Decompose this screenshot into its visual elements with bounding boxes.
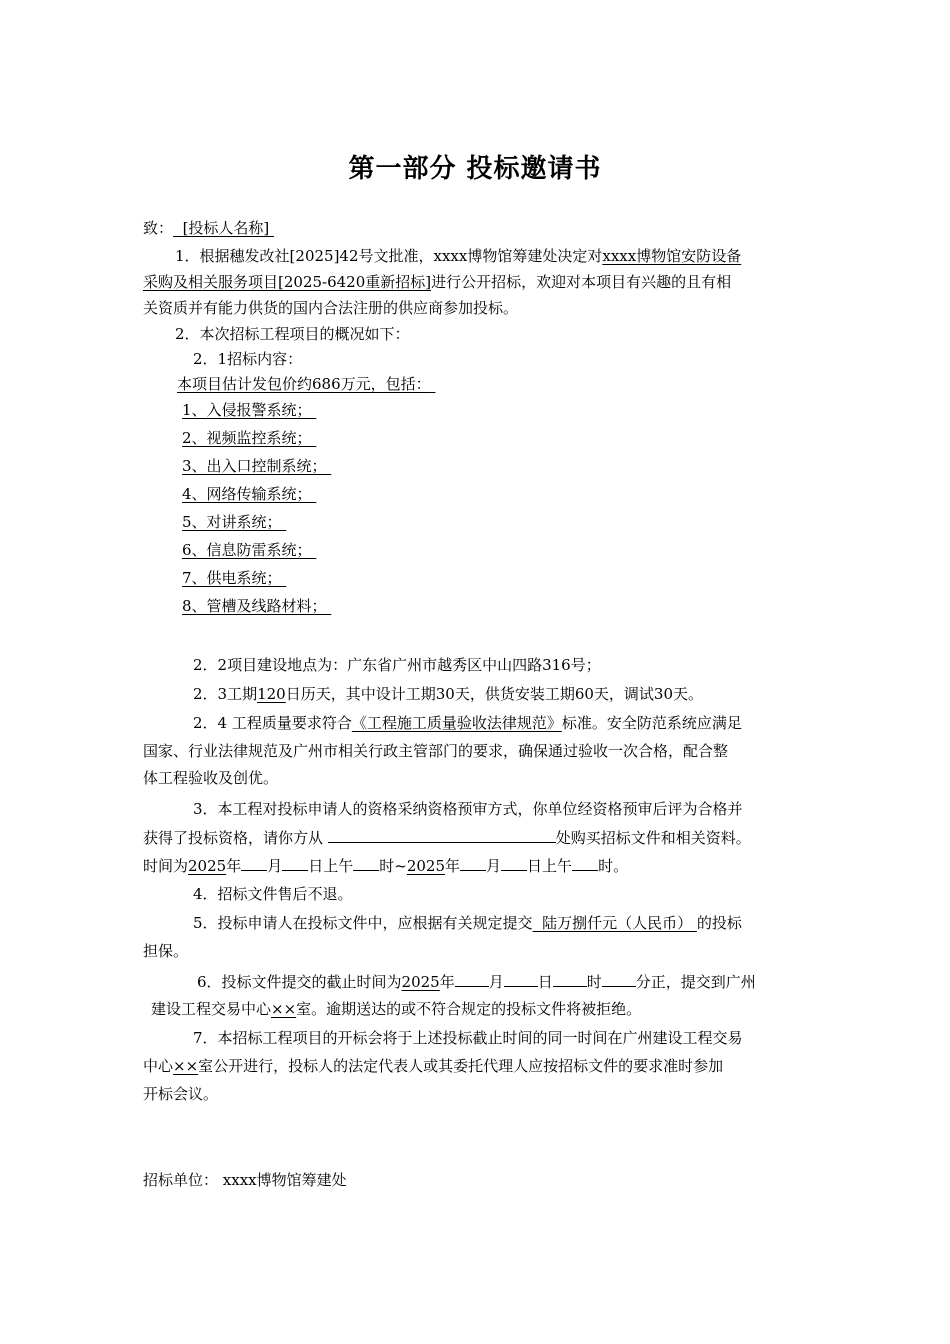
system-item: 6、信息防雷系统； <box>182 541 312 559</box>
para-4: 4．招标文件售后不退。 <box>193 885 353 903</box>
para-6-line-2: 建设工程交易中心××室。逾期送达的或不符合规定的投标文件将被拒绝。 <box>151 1000 642 1018</box>
tenderer-footer <box>143 1170 347 1190</box>
system-item: 1、入侵报警系统； <box>182 401 312 419</box>
deadline-month-blank[interactable] <box>455 971 489 987</box>
para-2-4-line-1: 2．4 工程质量要求符合《工程施工质量验收法律规范》标准。安全防范系统应满足 <box>193 714 742 732</box>
para-2-4-line-2: 国家、行业法律规范及广州市相关行政主管部门的要求，确保通过验收一次合格，配合整 <box>143 742 729 760</box>
sale-start-day-blank[interactable] <box>282 855 308 871</box>
system-item: 5、对讲系统； <box>182 513 282 531</box>
para-2-1-desc: 本项目估计发包价约686万元，包括： <box>177 375 431 393</box>
deadline-day-blank[interactable] <box>504 971 538 987</box>
para-5-line-2: 担保。 <box>143 942 189 960</box>
para-7-line-3: 开标会议。 <box>143 1085 219 1103</box>
para-7-line-1: 7．本招标工程项目的开标会将于上述投标截止时间的同一时间在广州建设工程交易 <box>193 1029 743 1047</box>
sale-end-hour-blank[interactable] <box>572 855 598 871</box>
construction-days: 120 <box>257 685 286 703</box>
para-1-line-2: 采购及相关服务项目[2025-6420重新招标]进行公开招标，欢迎对本项目有兴趣的且有相 <box>143 273 732 291</box>
salutation <box>143 218 274 238</box>
para-2-2: 2．2项目建设地点为：广东省广州市越秀区中山四路316号； <box>193 656 601 674</box>
project-name-part-1: xxxx博物馆安防设备 <box>602 247 742 265</box>
para-2: 2．本次招标工程项目的概况如下： <box>175 325 410 343</box>
purchase-location-blank[interactable] <box>328 827 556 843</box>
sale-start-month-blank[interactable] <box>241 855 267 871</box>
system-item: 3、出入口控制系统； <box>182 457 327 475</box>
para-7-line-2: 中心××室公开进行，投标人的法定代表人或其委托代理人应按招标文件的要求准时参加 <box>143 1057 724 1075</box>
system-item: 8、管槽及线路材料； <box>182 597 327 615</box>
deadline-year: 2025 <box>401 973 440 991</box>
system-item: 2、视频监控系统； <box>182 429 312 447</box>
room-number: ×× <box>271 1000 297 1018</box>
para-1-line-1: 1．根据穗发改社[2025]42号文批准，xxxx博物馆筹建处决定对xxxx博物馆安防设备 <box>175 247 742 265</box>
sale-start-year: 2025 <box>188 857 227 875</box>
para-3-line-2: 获得了投标资格，请你方从 处购买招标文件和相关资料。 <box>143 829 751 847</box>
para-2-3: 2．3工期120日历天，其中设计工期30天，供货安装工期60天，调试30天。 <box>193 685 703 703</box>
sale-end-day-blank[interactable] <box>501 855 527 871</box>
para-6-line-1: 6．投标文件提交的截止时间为2025年 月 日 时 分正，提交到广州 <box>197 973 756 991</box>
tenderer-org: xxxx博物馆筹建处 <box>222 1171 347 1189</box>
para-5-line-1: 5．投标申请人在投标文件中，应根据有关规定提交 陆万捌仟元（人民币） 的投标 <box>193 914 742 932</box>
sale-start-hour-blank[interactable] <box>353 855 379 871</box>
bid-bond-amount: 陆万捌仟元（人民币） <box>542 914 693 932</box>
quality-standard: 《工程施工质量验收法律规范》 <box>351 714 562 732</box>
para-2-1: 2．1招标内容： <box>193 350 303 368</box>
sale-end-month-blank[interactable] <box>460 855 486 871</box>
project-name-part-2: 采购及相关服务项目[2025-6420重新招标] <box>143 273 432 291</box>
sale-end-year: 2025 <box>406 857 446 875</box>
system-item: 7、供电系统； <box>182 569 282 587</box>
salutation-prefix: 致： <box>143 219 174 237</box>
bidder-name: [投标人名称] <box>182 219 270 237</box>
deadline-minute-blank[interactable] <box>602 971 636 987</box>
para-2-4-line-3: 体工程验收及创优。 <box>143 769 279 787</box>
para-3-line-1: 3．本工程对投标申请人的资格采纳资格预审方式，你单位经资格预审后评为合格并 <box>193 800 743 818</box>
para-1-line-3: 关资质并有能力供货的国内合法注册的供应商参加投标。 <box>143 299 519 317</box>
tenderer-label: 招标单位： <box>143 1171 219 1189</box>
page-title: 第一部分 投标邀请书 <box>348 154 602 184</box>
system-item: 4、网络传输系统； <box>182 485 312 503</box>
room-number: ×× <box>173 1057 199 1075</box>
para-3-line-3: 时间为2025年 月 日上午 时~2025年 月 日上午 时。 <box>143 857 629 875</box>
deadline-hour-blank[interactable] <box>553 971 587 987</box>
